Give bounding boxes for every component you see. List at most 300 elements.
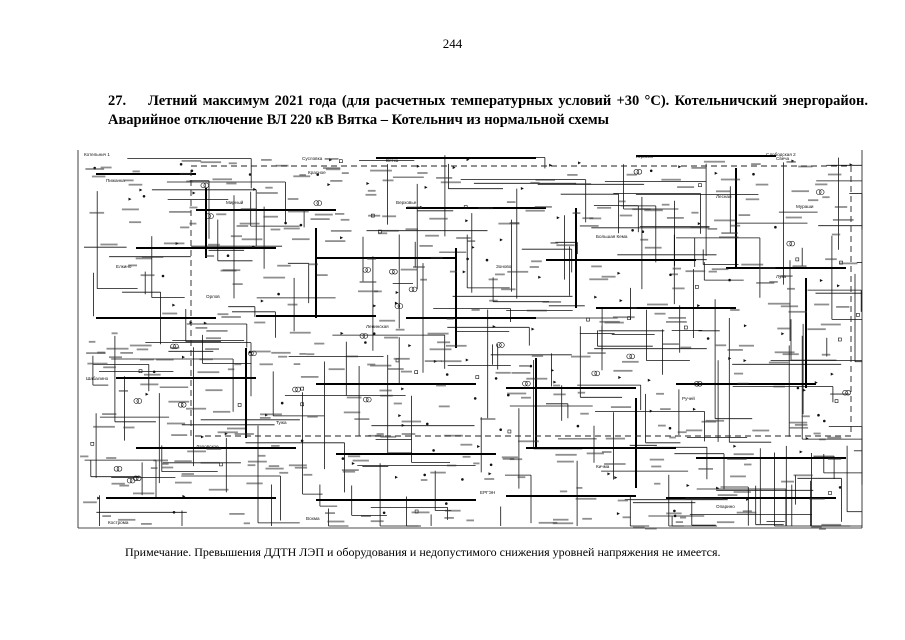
transformer-symbol: [137, 399, 142, 404]
flow-value-mark: [133, 171, 140, 173]
flow-value-mark: [180, 173, 192, 175]
flow-value-mark: [444, 435, 463, 437]
flow-value-mark: [756, 184, 769, 186]
flow-value-mark: [205, 255, 214, 257]
flow-arrow: [146, 393, 149, 396]
flow-value-mark: [257, 192, 278, 194]
flow-value-mark: [618, 500, 628, 502]
label-murashi: Мураши: [796, 204, 814, 209]
flow-value-mark: [368, 215, 380, 217]
switch-box: [91, 442, 94, 445]
flow-value-mark: [378, 232, 387, 234]
flow-value-mark: [303, 474, 312, 476]
flow-value-mark: [140, 384, 158, 386]
flow-value-mark: [366, 194, 377, 196]
schematic-marks: [80, 158, 859, 530]
flow-value-mark: [759, 267, 775, 269]
flow-arrow: [463, 270, 466, 273]
flow-value-mark: [789, 422, 807, 424]
figure-title-text: Летний максимум 2021 года (для расчетных температурных условий +30 °С). Котельничский энергорайон. Аварийное отключение ВЛ 220 кВ Вятка – Котельнич из нормальной схемы: [108, 93, 868, 128]
flow-value-mark: [279, 472, 288, 474]
flow-value-mark: [171, 434, 187, 436]
transformer-symbol: [819, 190, 824, 195]
node-dot: [707, 337, 710, 340]
flow-value-mark: [691, 226, 702, 228]
flow-value-mark: [809, 498, 825, 500]
flow-value-mark: [662, 204, 670, 206]
label-zonovo: Зоново: [496, 264, 512, 269]
node-dot: [495, 377, 498, 380]
node-dot: [284, 222, 287, 225]
flow-arrow: [340, 236, 343, 239]
figure-title: [108, 92, 868, 130]
flow-value-mark: [124, 180, 134, 182]
flow-value-mark: [737, 383, 749, 385]
node-dot: [486, 259, 489, 262]
flow-value-mark: [456, 237, 471, 239]
switch-box: [684, 326, 687, 329]
flow-value-mark: [234, 363, 241, 365]
flow-value-mark: [822, 196, 829, 198]
transformer-symbol: [790, 241, 795, 246]
transformer-symbol: [526, 381, 531, 386]
flow-arrow: [201, 435, 204, 438]
flow-value-mark: [605, 322, 624, 324]
flow-value-mark: [576, 498, 597, 500]
flow-value-mark: [833, 219, 854, 221]
flow-value-mark: [344, 412, 361, 414]
flow-value-mark: [507, 271, 528, 273]
flow-value-mark: [611, 406, 631, 408]
flow-value-mark: [97, 352, 105, 354]
flow-arrow: [182, 356, 185, 359]
flow-value-mark: [507, 393, 526, 395]
flow-value-mark: [719, 236, 739, 238]
flow-value-mark: [640, 239, 648, 241]
flow-value-mark: [730, 309, 739, 311]
flow-arrow: [693, 408, 696, 411]
switch-box: [695, 285, 698, 288]
flow-value-mark: [325, 158, 339, 160]
node-dot: [252, 246, 255, 249]
flow-value-mark: [633, 527, 645, 529]
flow-value-mark: [92, 176, 106, 178]
flow-value-mark: [388, 368, 404, 370]
flow-value-mark: [658, 425, 666, 427]
label-svecha: Свеча: [776, 156, 790, 161]
label-sloboda: Слободская 2: [766, 152, 796, 157]
flow-value-mark: [265, 187, 272, 189]
node-dot: [577, 425, 580, 428]
flow-value-mark: [472, 309, 480, 311]
flow-value-mark: [519, 365, 529, 367]
flow-value-mark: [119, 390, 128, 392]
flow-value-mark: [295, 467, 307, 469]
flow-value-mark: [383, 180, 394, 182]
flow-value-mark: [347, 356, 359, 358]
flow-value-mark: [814, 433, 821, 435]
node-dot: [774, 226, 777, 229]
node-dot: [446, 373, 449, 376]
flow-value-mark: [556, 244, 574, 246]
node-dot: [191, 170, 194, 173]
switch-box: [508, 430, 511, 433]
flow-value-mark: [169, 211, 191, 213]
flow-value-mark: [575, 183, 592, 185]
flow-value-mark: [510, 222, 520, 224]
node-dot: [301, 440, 304, 443]
flow-value-mark: [260, 417, 271, 419]
flow-value-mark: [187, 451, 206, 453]
flow-value-mark: [768, 303, 790, 305]
transformer-symbol: [117, 466, 122, 471]
flow-value-mark: [827, 437, 841, 439]
flow-value-mark: [325, 240, 345, 242]
flow-value-mark: [231, 235, 242, 237]
flow-value-mark: [311, 218, 330, 220]
flow-value-mark: [402, 433, 416, 435]
flow-value-mark: [798, 166, 812, 168]
flow-value-mark: [512, 372, 531, 374]
flow-value-mark: [654, 483, 660, 485]
flow-value-mark: [167, 423, 185, 425]
switch-box: [835, 400, 838, 403]
label-vokhma: Вохма: [306, 516, 320, 521]
label-verkhovie: Верховье: [396, 200, 417, 205]
flow-value-mark: [839, 263, 857, 265]
flow-value-mark: [162, 313, 177, 315]
flow-value-mark: [712, 268, 729, 270]
flow-value-mark: [419, 245, 432, 247]
flow-arrow: [697, 304, 700, 307]
label-yuryevo: Юрьево: [636, 154, 654, 159]
flow-arrow: [617, 512, 620, 515]
flow-value-mark: [436, 385, 446, 387]
node-dot: [383, 512, 386, 515]
flow-value-mark: [278, 356, 287, 358]
flow-value-mark: [342, 469, 359, 471]
flow-value-mark: [489, 279, 498, 281]
flow-value-mark: [277, 265, 291, 267]
schematic-drawing: [76, 148, 866, 536]
flow-value-mark: [394, 403, 402, 405]
flow-value-mark: [783, 353, 799, 355]
flow-value-mark: [254, 322, 265, 324]
label-luza: Луза: [776, 274, 787, 279]
label-kotelnich: Котельнич 1: [84, 152, 110, 157]
flow-value-mark: [832, 234, 840, 236]
flow-value-mark: [425, 360, 442, 362]
flow-value-mark: [218, 431, 238, 433]
flow-value-mark: [526, 378, 547, 380]
flow-value-mark: [368, 190, 376, 192]
flow-value-mark: [370, 170, 392, 172]
flow-value-mark: [198, 371, 220, 373]
node-dot: [153, 371, 156, 374]
node-dot: [342, 457, 345, 460]
node-dot: [423, 474, 426, 477]
flow-value-mark: [235, 433, 254, 435]
flow-arrow: [129, 198, 132, 201]
flow-value-mark: [325, 512, 335, 514]
flow-value-mark: [716, 190, 730, 192]
flow-value-mark: [123, 427, 134, 429]
flow-value-mark: [89, 341, 96, 343]
node-dot: [728, 279, 731, 282]
flow-value-mark: [107, 348, 129, 350]
flow-value-mark: [704, 161, 725, 163]
flow-value-mark: [229, 513, 244, 515]
flow-value-mark: [730, 476, 746, 478]
flow-value-mark: [667, 217, 684, 219]
node-dot: [817, 414, 820, 417]
flow-value-mark: [741, 264, 763, 266]
switch-box: [339, 160, 342, 163]
flow-value-mark: [656, 393, 664, 395]
flow-value-mark: [790, 427, 808, 429]
flow-value-mark: [182, 160, 202, 162]
flow-value-mark: [441, 181, 461, 183]
flow-value-mark: [248, 461, 267, 463]
flow-value-mark: [728, 349, 743, 351]
flow-arrow: [373, 304, 376, 307]
flow-arrow: [733, 445, 736, 448]
label-leninskaya: Ленинская: [366, 324, 389, 329]
transformer-symbol: [412, 287, 417, 292]
flow-value-mark: [417, 172, 427, 174]
flow-arrow: [398, 414, 401, 417]
flow-arrow: [408, 344, 411, 347]
flow-value-mark: [252, 351, 270, 353]
flow-arrow: [531, 328, 534, 331]
flow-value-mark: [676, 521, 683, 523]
flow-value-mark: [233, 283, 243, 285]
flow-value-mark: [413, 266, 425, 268]
flow-value-mark: [428, 333, 449, 335]
flow-value-mark: [501, 288, 515, 290]
flow-arrow: [578, 161, 581, 164]
flow-value-mark: [83, 501, 97, 503]
flow-value-mark: [484, 478, 494, 480]
switch-box: [301, 387, 304, 390]
switch-box: [587, 318, 590, 321]
flow-value-mark: [175, 482, 192, 484]
node-dot: [277, 293, 280, 296]
flow-value-mark: [112, 332, 118, 334]
flow-value-mark: [775, 351, 795, 353]
flow-value-mark: [507, 201, 516, 203]
flow-value-mark: [205, 389, 222, 391]
flow-arrow: [425, 186, 428, 189]
flow-value-mark: [623, 516, 631, 518]
node-dot: [173, 511, 176, 514]
flow-value-mark: [182, 473, 194, 475]
flow-arrow: [831, 373, 834, 376]
flow-value-mark: [271, 445, 280, 447]
flow-value-mark: [530, 182, 539, 184]
node-dot: [499, 428, 502, 431]
flow-value-mark: [717, 521, 734, 523]
flow-value-mark: [437, 341, 450, 343]
flow-value-mark: [792, 190, 810, 192]
node-dot: [839, 486, 842, 489]
flow-arrow: [800, 450, 803, 453]
switch-box: [238, 403, 241, 406]
flow-arrow: [417, 165, 420, 168]
flow-value-mark: [786, 217, 802, 219]
flow-arrow: [538, 276, 541, 279]
node-dot: [673, 510, 676, 513]
flow-value-mark: [721, 232, 738, 234]
label-ruchej: Ручей: [682, 396, 695, 401]
flow-value-mark: [374, 291, 382, 293]
flow-value-mark: [103, 366, 116, 368]
flow-value-mark: [347, 397, 362, 399]
footnote: Примечание. Превышения ДДТН ЛЭП и оборудования и недопустимого снижения уровней напряжения не имеется.: [125, 545, 721, 559]
flow-arrow: [744, 359, 747, 362]
flow-value-mark: [518, 440, 539, 442]
flow-value-mark: [751, 163, 761, 165]
flow-value-mark: [206, 337, 221, 339]
flow-value-mark: [162, 467, 173, 469]
flow-arrow: [465, 219, 468, 222]
node-dot: [669, 427, 672, 430]
label-ergen: ЕРГЭН: [480, 490, 496, 495]
flow-arrow: [820, 279, 823, 282]
node-dot: [249, 173, 252, 176]
node-dot: [461, 478, 464, 481]
switch-box: [476, 376, 479, 379]
flow-arrow: [614, 476, 617, 479]
flow-value-mark: [162, 463, 168, 465]
node-dot: [674, 515, 677, 518]
flow-value-mark: [129, 221, 141, 223]
flow-value-mark: [530, 266, 539, 268]
flow-value-mark: [644, 209, 663, 211]
flow-value-mark: [407, 207, 422, 209]
flow-value-mark: [218, 313, 229, 315]
flow-value-mark: [93, 426, 115, 428]
node-dot: [631, 229, 634, 232]
flow-value-mark: [90, 212, 105, 214]
flow-value-mark: [299, 353, 306, 355]
flow-value-mark: [495, 274, 505, 276]
flow-value-mark: [381, 230, 399, 232]
flow-value-mark: [242, 238, 263, 240]
node-dot: [642, 230, 645, 233]
transformer-symbol: [181, 402, 186, 407]
flow-value-mark: [678, 431, 687, 433]
flow-value-mark: [731, 225, 740, 227]
transformer-symbol: [204, 183, 209, 188]
flow-arrow: [744, 324, 747, 327]
flow-value-mark: [367, 258, 376, 260]
label-mirny: Мирный: [226, 200, 244, 205]
flow-value-mark: [301, 376, 319, 378]
flow-arrow: [366, 182, 369, 185]
flow-arrow: [401, 387, 404, 390]
flow-value-mark: [156, 359, 174, 361]
flow-value-mark: [140, 359, 154, 361]
flow-value-mark: [587, 352, 605, 354]
flow-value-mark: [271, 229, 281, 231]
switch-box: [796, 258, 799, 261]
node-dot: [373, 332, 376, 335]
flow-value-mark: [503, 458, 515, 460]
flow-arrow: [648, 379, 651, 382]
flow-value-mark: [80, 456, 88, 458]
switch-box: [220, 463, 223, 466]
flow-value-mark: [578, 392, 585, 394]
flow-arrow: [618, 376, 621, 379]
flow-value-mark: [691, 167, 706, 169]
flow-value-mark: [708, 228, 718, 230]
node-dot: [426, 423, 429, 426]
flow-value-mark: [553, 519, 569, 521]
flow-value-mark: [589, 218, 601, 220]
flow-value-mark: [288, 211, 309, 213]
flow-arrow: [650, 410, 653, 413]
flow-value-mark: [647, 304, 668, 306]
flow-value-mark: [811, 526, 822, 528]
flow-value-mark: [260, 363, 273, 365]
flow-value-mark: [620, 215, 632, 217]
flow-value-mark: [727, 458, 747, 460]
node-dot: [364, 341, 367, 344]
flow-value-mark: [828, 458, 841, 460]
flow-value-mark: [119, 485, 129, 487]
flow-value-mark: [227, 428, 245, 430]
flow-value-mark: [174, 460, 191, 462]
flow-value-mark: [553, 394, 565, 396]
switch-box: [829, 492, 832, 495]
flow-value-mark: [781, 305, 798, 307]
transformer-symbol: [500, 343, 505, 348]
flow-value-mark: [446, 345, 467, 347]
node-dot: [752, 173, 755, 176]
flow-value-mark: [631, 307, 637, 309]
node-dot: [432, 449, 435, 452]
flow-value-mark: [668, 317, 686, 319]
flow-value-mark: [746, 198, 760, 200]
flow-value-mark: [102, 413, 116, 415]
flow-value-mark: [269, 465, 280, 467]
flow-value-mark: [142, 256, 163, 258]
flow-value-mark: [246, 483, 262, 485]
flow-value-mark: [835, 206, 847, 208]
node-dot: [180, 163, 183, 166]
flow-value-mark: [582, 518, 592, 520]
flow-value-mark: [361, 515, 371, 517]
flow-value-mark: [261, 159, 272, 161]
flow-value-mark: [535, 206, 552, 208]
flow-value-mark: [228, 368, 234, 370]
flow-value-mark: [209, 489, 229, 491]
flow-value-mark: [315, 214, 333, 216]
flow-value-mark: [306, 353, 314, 355]
flow-value-mark: [402, 421, 422, 423]
flow-value-mark: [289, 464, 307, 466]
flow-value-mark: [645, 528, 657, 530]
node-dot: [823, 420, 826, 423]
flow-value-mark: [794, 474, 813, 476]
flow-value-mark: [680, 517, 686, 519]
node-dot: [445, 502, 448, 505]
flow-value-mark: [752, 430, 769, 432]
flow-arrow: [395, 476, 398, 479]
flow-value-mark: [348, 455, 360, 457]
flow-arrow: [352, 462, 355, 465]
